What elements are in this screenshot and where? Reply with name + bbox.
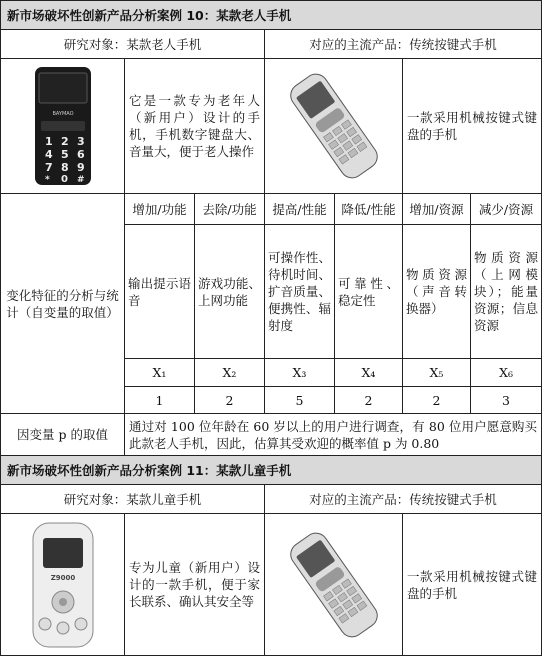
feature-desc: 输出提示语音	[125, 225, 195, 359]
feature-desc: 物质资源（声音转换器）	[403, 225, 471, 359]
case10-new-phone-desc: 它是一款专为老年人（新用户）设计的手机，手机数字键盘大、音量大，便于老人操作	[125, 59, 265, 194]
svg-text:9: 9	[76, 161, 85, 174]
keypad-phone-image	[270, 530, 398, 640]
svg-text:0: 0	[60, 174, 68, 185]
feature-variable: X₅	[403, 359, 471, 387]
feature-value: 2	[335, 387, 403, 414]
svg-text:8: 8	[60, 161, 69, 174]
feature-category: 去除/功能	[195, 194, 265, 225]
dependent-variable-text: 通过对 100 位年龄在 60 岁以上的用户进行调查，有 80 位用户愿意购买此款老人手机，因此，估算其受欢迎的概率值 p 为 0.80	[125, 414, 542, 456]
svg-text:1: 1	[44, 135, 53, 148]
feature-variable: X₆	[471, 359, 542, 387]
change-feature-label: 变化特征的分析与统计（自变量的取值）	[1, 194, 125, 414]
svg-text:7: 7	[44, 161, 53, 174]
svg-text:4: 4	[44, 148, 53, 161]
feature-value: 2	[403, 387, 471, 414]
feature-category: 降低/性能	[335, 194, 403, 225]
child-phone-image	[23, 520, 103, 650]
feature-category: 减少/资源	[471, 194, 542, 225]
svg-text:#: #	[76, 175, 85, 185]
case10-research-object: 研究对象：某款老人手机	[1, 30, 265, 59]
case10-mainstream-product: 对应的主流产品：传统按键式手机	[265, 30, 542, 59]
feature-variable: X₁	[125, 359, 195, 387]
svg-text:3: 3	[76, 135, 85, 148]
feature-desc: 可操作性、待机时间、扩音质量、便携性、辐射度	[265, 225, 335, 359]
feature-category: 增加/资源	[403, 194, 471, 225]
case11-mainstream-desc: 一款采用机械按键式键盘的手机	[403, 514, 542, 656]
feature-value: 3	[471, 387, 542, 414]
feature-desc: 可靠性、稳定性	[335, 225, 403, 359]
feature-variable: X₄	[335, 359, 403, 387]
senior-phone-image	[23, 65, 103, 187]
case10-mainstream-desc: 一款采用机械按键式键盘的手机	[403, 59, 542, 194]
case11-title: 新市场破坏性创新产品分析案例 11：某款儿童手机	[1, 456, 542, 485]
feature-category: 增加/功能	[125, 194, 195, 225]
senior-phone-brand: BAYMAO	[51, 111, 74, 117]
feature-value: 2	[195, 387, 265, 414]
svg-text:6: 6	[76, 148, 85, 161]
dependent-variable-label: 因变量 p 的取值	[1, 414, 125, 456]
feature-desc: 物质资源（上网模块）；能量资源；信息资源	[471, 225, 542, 359]
child-phone-brand: Z9000	[50, 573, 75, 582]
svg-text:5: 5	[60, 148, 69, 161]
case11-research-object: 研究对象：某款儿童手机	[1, 485, 265, 514]
case11-mainstream-product: 对应的主流产品：传统按键式手机	[265, 485, 542, 514]
feature-value: 1	[125, 387, 195, 414]
svg-text:2: 2	[60, 135, 69, 148]
feature-desc: 游戏功能、上网功能	[195, 225, 265, 359]
feature-category: 提高/性能	[265, 194, 335, 225]
case11-new-phone-image-cell	[1, 514, 125, 656]
feature-variable: X₃	[265, 359, 335, 387]
feature-value: 5	[265, 387, 335, 414]
case11-mainstream-image-cell	[265, 514, 403, 656]
case10-title: 新市场破坏性创新产品分析案例 10：某款老人手机	[1, 1, 542, 30]
feature-variable: X₂	[195, 359, 265, 387]
keypad-phone-image	[270, 71, 398, 181]
case11-new-phone-desc: 专为儿童（新用户）设计的一款手机，便于家长联系、确认其安全等	[125, 514, 265, 656]
case10-new-phone-image-cell	[1, 59, 125, 194]
case10-mainstream-image-cell	[265, 59, 403, 194]
svg-text:*: *	[44, 175, 50, 185]
